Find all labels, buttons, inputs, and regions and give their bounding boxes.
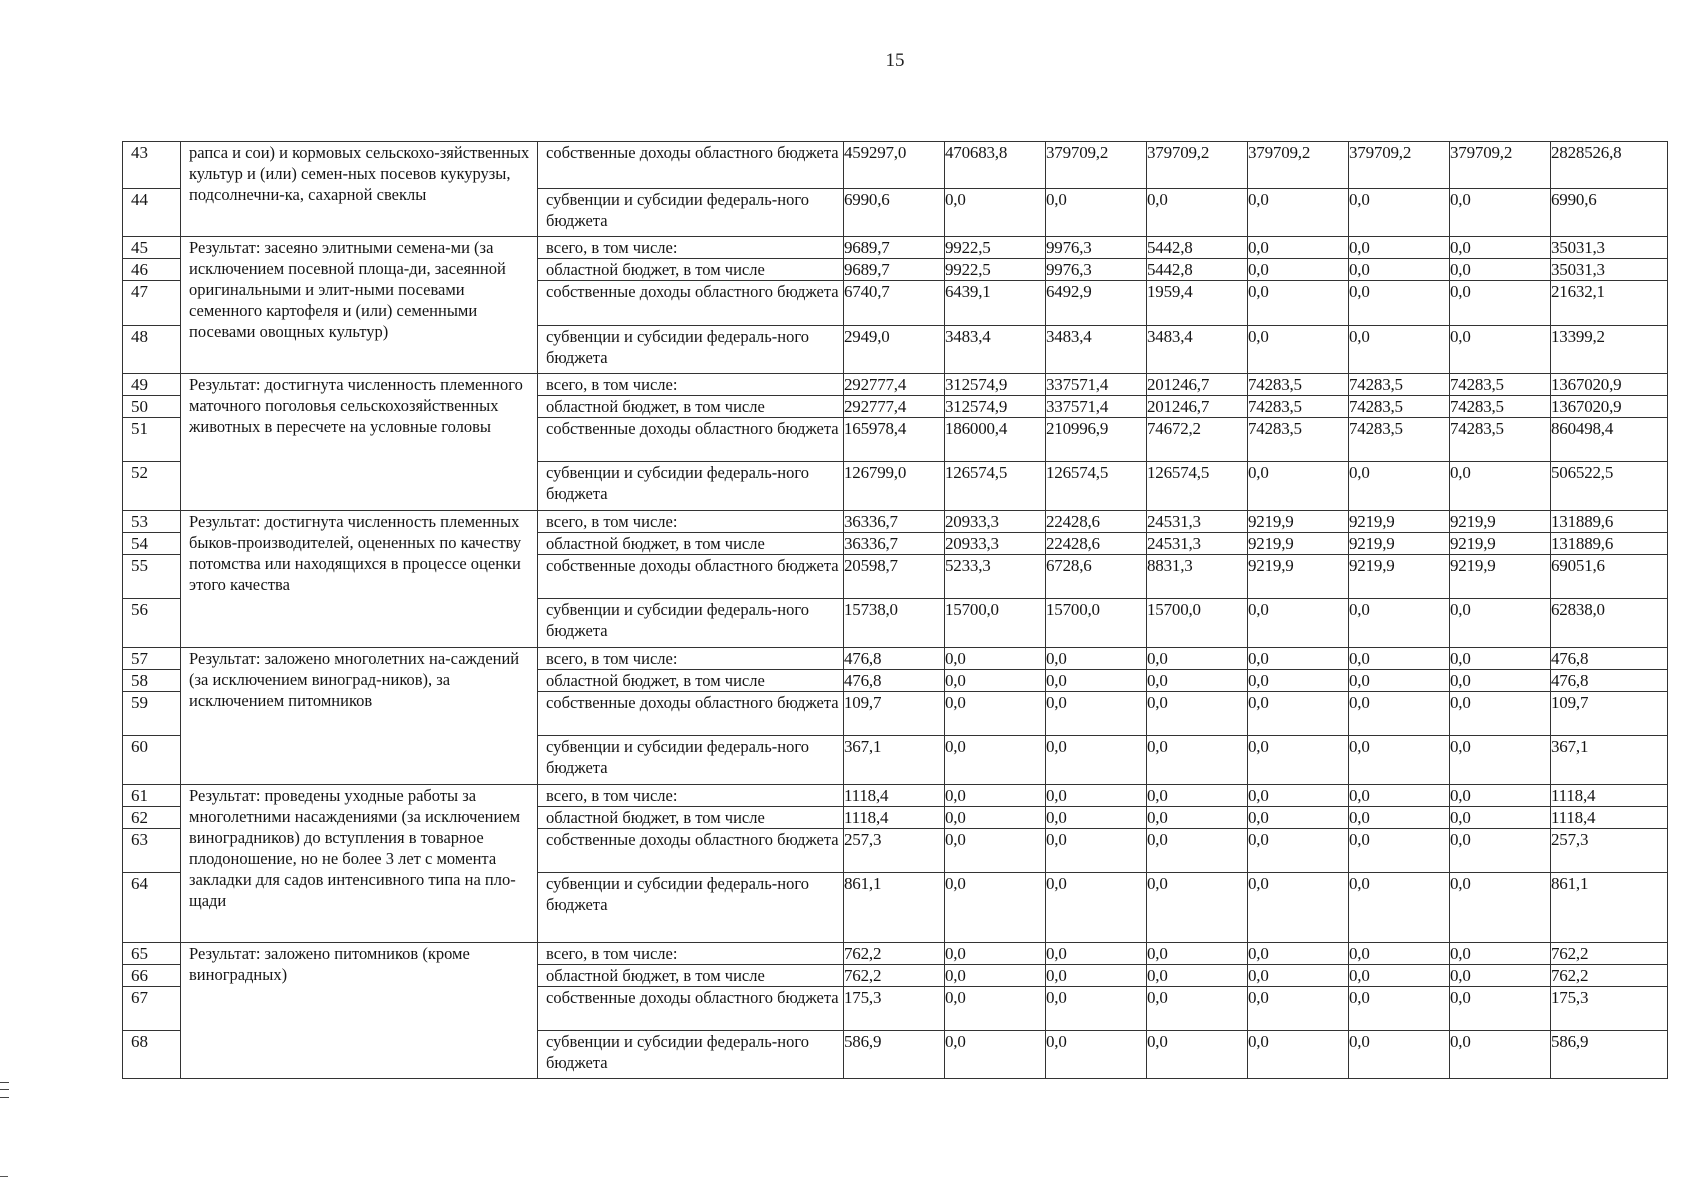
funding-source: собственные доходы областного бюджета (538, 829, 844, 873)
year-value: 3483,4 (1046, 326, 1147, 374)
total-value: 367,1 (1551, 736, 1668, 785)
year-value: 74283,5 (1248, 418, 1349, 462)
year-value: 6990,6 (844, 189, 945, 237)
total-value: 860498,4 (1551, 418, 1668, 462)
funding-source: субвенции и субсидии федераль-ного бюджета (538, 736, 844, 785)
year-value: 0,0 (1147, 692, 1248, 736)
year-value: 312574,9 (945, 374, 1046, 396)
total-value: 1118,4 (1551, 785, 1668, 807)
year-value: 0,0 (1450, 965, 1551, 987)
year-value: 1959,4 (1147, 281, 1248, 326)
year-value: 0,0 (1450, 987, 1551, 1031)
year-value: 0,0 (945, 987, 1046, 1031)
year-value: 24531,3 (1147, 533, 1248, 555)
total-value: 506522,5 (1551, 462, 1668, 511)
year-value: 210996,9 (1046, 418, 1147, 462)
year-value: 0,0 (1450, 326, 1551, 374)
row-number: 46 (123, 259, 181, 281)
row-number: 49 (123, 374, 181, 396)
year-value: 0,0 (1248, 1031, 1349, 1079)
total-value: 476,8 (1551, 670, 1668, 692)
year-value: 0,0 (1349, 943, 1450, 965)
result-description: Результат: проведены уходные работы за многолетними насаждениями (за исключением виноградников) до вступления в товарное плодоношение, но не более 3 лет с момента закладки для садов интенсивного типа на пло-щади (181, 785, 538, 943)
table-row (123, 374, 1668, 396)
year-value: 0,0 (1248, 807, 1349, 829)
year-value: 0,0 (1450, 648, 1551, 670)
row-number: 58 (123, 670, 181, 692)
year-value: 0,0 (1147, 873, 1248, 943)
total-value: 2828526,8 (1551, 142, 1668, 189)
row-number: 55 (123, 555, 181, 599)
year-value: 0,0 (1046, 1031, 1147, 1079)
year-value: 5442,8 (1147, 259, 1248, 281)
funding-source: областной бюджет, в том числе (538, 533, 844, 555)
year-value: 0,0 (945, 1031, 1046, 1079)
total-value: 762,2 (1551, 965, 1668, 987)
year-value: 15700,0 (1147, 599, 1248, 648)
result-description: рапса и сои) и кормовых сельскохо-зяйственных культур и (или) семен-ных посевов кукурузы, подсолнечни-ка, сахарной свеклы (181, 142, 538, 237)
funding-source: областной бюджет, в том числе (538, 807, 844, 829)
year-value: 0,0 (1147, 736, 1248, 785)
year-value: 9922,5 (945, 259, 1046, 281)
year-value: 0,0 (1349, 736, 1450, 785)
year-value: 8831,3 (1147, 555, 1248, 599)
total-value: 476,8 (1551, 648, 1668, 670)
year-value: 9219,9 (1349, 533, 1450, 555)
total-value: 35031,3 (1551, 259, 1668, 281)
year-value: 0,0 (1248, 670, 1349, 692)
year-value: 15700,0 (1046, 599, 1147, 648)
year-value: 5442,8 (1147, 237, 1248, 259)
year-value: 15738,0 (844, 599, 945, 648)
year-value: 0,0 (1349, 1031, 1450, 1079)
funding-source: собственные доходы областного бюджета (538, 281, 844, 326)
year-value: 6740,7 (844, 281, 945, 326)
year-value: 0,0 (1248, 965, 1349, 987)
total-value: 131889,6 (1551, 511, 1668, 533)
year-value: 201246,7 (1147, 396, 1248, 418)
year-value: 0,0 (1147, 785, 1248, 807)
year-value: 312574,9 (945, 396, 1046, 418)
year-value: 0,0 (1248, 599, 1349, 648)
year-value: 0,0 (1450, 736, 1551, 785)
row-number: 65 (123, 943, 181, 965)
year-value: 0,0 (1450, 807, 1551, 829)
year-value: 0,0 (1349, 599, 1450, 648)
year-value: 0,0 (1450, 785, 1551, 807)
year-value: 22428,6 (1046, 533, 1147, 555)
year-value: 126799,0 (844, 462, 945, 511)
year-value: 0,0 (1248, 259, 1349, 281)
year-value: 0,0 (1349, 326, 1450, 374)
total-value: 175,3 (1551, 987, 1668, 1031)
total-value: 762,2 (1551, 943, 1668, 965)
year-value: 0,0 (1349, 189, 1450, 237)
year-value: 74283,5 (1349, 374, 1450, 396)
year-value: 379709,2 (1046, 142, 1147, 189)
year-value: 0,0 (1046, 692, 1147, 736)
year-value: 0,0 (1450, 943, 1551, 965)
year-value: 9219,9 (1248, 533, 1349, 555)
year-value: 0,0 (1450, 189, 1551, 237)
year-value: 36336,7 (844, 533, 945, 555)
year-value: 0,0 (1248, 281, 1349, 326)
table-row (123, 648, 1668, 670)
total-value: 13399,2 (1551, 326, 1668, 374)
year-value: 74283,5 (1349, 396, 1450, 418)
funding-source: областной бюджет, в том числе (538, 259, 844, 281)
year-value: 0,0 (1046, 987, 1147, 1031)
year-value: 337571,4 (1046, 396, 1147, 418)
funding-source: всего, в том числе: (538, 943, 844, 965)
year-value: 0,0 (1046, 670, 1147, 692)
year-value: 1118,4 (844, 807, 945, 829)
year-value: 165978,4 (844, 418, 945, 462)
year-value: 0,0 (1248, 237, 1349, 259)
result-description: Результат: достигнута численность племенного маточного поголовья сельскохозяйственных животных в пересчете на условные головы (181, 374, 538, 511)
year-value: 0,0 (1450, 670, 1551, 692)
margin-mark (0, 1082, 9, 1098)
year-value: 586,9 (844, 1031, 945, 1079)
total-value: 21632,1 (1551, 281, 1668, 326)
year-value: 379709,2 (1450, 142, 1551, 189)
funding-source: субвенции и субсидии федераль-ного бюджета (538, 1031, 844, 1079)
table-row (123, 237, 1668, 259)
year-value: 9976,3 (1046, 259, 1147, 281)
year-value: 126574,5 (945, 462, 1046, 511)
year-value: 109,7 (844, 692, 945, 736)
year-value: 0,0 (1248, 189, 1349, 237)
row-number: 66 (123, 965, 181, 987)
funding-source: субвенции и субсидии федераль-ного бюджета (538, 599, 844, 648)
year-value: 9219,9 (1450, 511, 1551, 533)
year-value: 22428,6 (1046, 511, 1147, 533)
total-value: 1367020,9 (1551, 374, 1668, 396)
year-value: 0,0 (1349, 462, 1450, 511)
row-number: 63 (123, 829, 181, 873)
year-value: 0,0 (945, 829, 1046, 873)
funding-source: субвенции и субсидии федераль-ного бюджета (538, 462, 844, 511)
year-value: 9976,3 (1046, 237, 1147, 259)
total-value: 109,7 (1551, 692, 1668, 736)
year-value: 0,0 (1248, 462, 1349, 511)
year-value: 74672,2 (1147, 418, 1248, 462)
year-value: 6492,9 (1046, 281, 1147, 326)
total-value: 1367020,9 (1551, 396, 1668, 418)
year-value: 0,0 (1349, 237, 1450, 259)
funding-source: субвенции и субсидии федераль-ного бюджета (538, 326, 844, 374)
year-value: 126574,5 (1046, 462, 1147, 511)
budget-table (122, 141, 1668, 1079)
year-value: 0,0 (1450, 599, 1551, 648)
year-value: 24531,3 (1147, 511, 1248, 533)
year-value: 9219,9 (1248, 511, 1349, 533)
funding-source: всего, в том числе: (538, 237, 844, 259)
funding-source: субвенции и субсидии федераль-ного бюджета (538, 189, 844, 237)
total-value: 62838,0 (1551, 599, 1668, 648)
year-value: 0,0 (1450, 692, 1551, 736)
funding-source: областной бюджет, в том числе (538, 965, 844, 987)
funding-source: всего, в том числе: (538, 511, 844, 533)
year-value: 9219,9 (1450, 555, 1551, 599)
year-value: 1118,4 (844, 785, 945, 807)
year-value: 15700,0 (945, 599, 1046, 648)
year-value: 0,0 (945, 692, 1046, 736)
year-value: 0,0 (945, 965, 1046, 987)
year-value: 0,0 (1147, 829, 1248, 873)
total-value: 861,1 (1551, 873, 1668, 943)
table-row (123, 511, 1668, 533)
funding-source: собственные доходы областного бюджета (538, 987, 844, 1031)
year-value: 3483,4 (945, 326, 1046, 374)
year-value: 0,0 (1248, 785, 1349, 807)
year-value: 379709,2 (1349, 142, 1450, 189)
year-value: 0,0 (945, 736, 1046, 785)
year-value: 0,0 (1147, 670, 1248, 692)
year-value: 20598,7 (844, 555, 945, 599)
year-value: 0,0 (945, 785, 1046, 807)
row-number: 64 (123, 873, 181, 943)
row-number: 53 (123, 511, 181, 533)
table-row (123, 785, 1668, 807)
year-value: 186000,4 (945, 418, 1046, 462)
year-value: 9689,7 (844, 259, 945, 281)
year-value: 0,0 (945, 670, 1046, 692)
year-value: 0,0 (945, 807, 1046, 829)
year-value: 0,0 (1450, 462, 1551, 511)
row-number: 62 (123, 807, 181, 829)
row-number: 60 (123, 736, 181, 785)
result-description: Результат: заложено питомников (кроме виноградных) (181, 943, 538, 1079)
year-value: 379709,2 (1248, 142, 1349, 189)
year-value: 0,0 (945, 648, 1046, 670)
year-value: 126574,5 (1147, 462, 1248, 511)
year-value: 470683,8 (945, 142, 1046, 189)
year-value: 0,0 (1046, 829, 1147, 873)
total-value: 69051,6 (1551, 555, 1668, 599)
row-number: 54 (123, 533, 181, 555)
year-value: 0,0 (1147, 648, 1248, 670)
funding-source: субвенции и субсидии федераль-ного бюджета (538, 873, 844, 943)
year-value: 0,0 (1349, 692, 1450, 736)
year-value: 0,0 (1147, 1031, 1248, 1079)
year-value: 0,0 (1248, 692, 1349, 736)
year-value: 762,2 (844, 965, 945, 987)
row-number: 43 (123, 142, 181, 189)
year-value: 0,0 (1046, 785, 1147, 807)
year-value: 20933,3 (945, 511, 1046, 533)
year-value: 74283,5 (1450, 374, 1551, 396)
year-value: 0,0 (1349, 965, 1450, 987)
year-value: 0,0 (1147, 965, 1248, 987)
year-value: 861,1 (844, 873, 945, 943)
year-value: 74283,5 (1248, 396, 1349, 418)
funding-source: собственные доходы областного бюджета (538, 692, 844, 736)
row-number: 67 (123, 987, 181, 1031)
total-value: 586,9 (1551, 1031, 1668, 1079)
year-value: 476,8 (844, 648, 945, 670)
year-value: 0,0 (1046, 965, 1147, 987)
year-value: 9219,9 (1450, 533, 1551, 555)
row-number: 47 (123, 281, 181, 326)
funding-source: всего, в том числе: (538, 785, 844, 807)
year-value: 0,0 (1046, 873, 1147, 943)
table-row (123, 142, 1668, 189)
year-value: 20933,3 (945, 533, 1046, 555)
row-number: 45 (123, 237, 181, 259)
year-value: 0,0 (1349, 807, 1450, 829)
year-value: 762,2 (844, 943, 945, 965)
table-row (123, 943, 1668, 965)
year-value: 0,0 (1349, 281, 1450, 326)
result-description: Результат: заложено многолетних на-саждений (за исключением виноград-ников), за исключением питомников (181, 648, 538, 785)
year-value: 0,0 (945, 189, 1046, 237)
year-value: 5233,3 (945, 555, 1046, 599)
funding-source: собственные доходы областного бюджета (538, 418, 844, 462)
year-value: 6728,6 (1046, 555, 1147, 599)
year-value: 292777,4 (844, 396, 945, 418)
year-value: 0,0 (1248, 736, 1349, 785)
row-number: 59 (123, 692, 181, 736)
year-value: 0,0 (945, 943, 1046, 965)
year-value: 459297,0 (844, 142, 945, 189)
year-value: 0,0 (1450, 281, 1551, 326)
year-value: 175,3 (844, 987, 945, 1031)
row-number: 61 (123, 785, 181, 807)
year-value: 0,0 (945, 873, 1046, 943)
year-value: 0,0 (1349, 873, 1450, 943)
row-number: 44 (123, 189, 181, 237)
year-value: 201246,7 (1147, 374, 1248, 396)
total-value: 1118,4 (1551, 807, 1668, 829)
year-value: 2949,0 (844, 326, 945, 374)
table-body (123, 142, 1668, 1079)
year-value: 0,0 (1248, 943, 1349, 965)
year-value: 0,0 (1147, 943, 1248, 965)
year-value: 74283,5 (1450, 396, 1551, 418)
row-number: 56 (123, 599, 181, 648)
year-value: 0,0 (1349, 987, 1450, 1031)
total-value: 6990,6 (1551, 189, 1668, 237)
year-value: 9689,7 (844, 237, 945, 259)
row-number: 68 (123, 1031, 181, 1079)
total-value: 257,3 (1551, 829, 1668, 873)
funding-source: собственные доходы областного бюджета (538, 142, 844, 189)
year-value: 0,0 (1450, 259, 1551, 281)
year-value: 0,0 (1349, 648, 1450, 670)
total-value: 35031,3 (1551, 237, 1668, 259)
page-number: 15 (885, 50, 905, 71)
funding-source: областной бюджет, в том числе (538, 670, 844, 692)
funding-source: всего, в том числе: (538, 648, 844, 670)
year-value: 0,0 (1349, 829, 1450, 873)
year-value: 0,0 (1248, 648, 1349, 670)
total-value: 131889,6 (1551, 533, 1668, 555)
year-value: 0,0 (1248, 987, 1349, 1031)
year-value: 9922,5 (945, 237, 1046, 259)
result-description: Результат: достигнута численность племенных быков-производителей, оцененных по качеству потомства или находящихся в процессе оценки этого качества (181, 511, 538, 648)
year-value: 0,0 (1450, 829, 1551, 873)
year-value: 0,0 (1248, 829, 1349, 873)
year-value: 74283,5 (1349, 418, 1450, 462)
year-value: 0,0 (1147, 189, 1248, 237)
year-value: 0,0 (1046, 736, 1147, 785)
year-value: 36336,7 (844, 511, 945, 533)
year-value: 0,0 (1046, 807, 1147, 829)
year-value: 0,0 (1349, 259, 1450, 281)
year-value: 476,8 (844, 670, 945, 692)
year-value: 379709,2 (1147, 142, 1248, 189)
row-number: 48 (123, 326, 181, 374)
year-value: 0,0 (1046, 189, 1147, 237)
funding-source: всего, в том числе: (538, 374, 844, 396)
year-value: 9219,9 (1349, 511, 1450, 533)
margin-dash (0, 1176, 8, 1177)
year-value: 337571,4 (1046, 374, 1147, 396)
funding-source: собственные доходы областного бюджета (538, 555, 844, 599)
year-value: 0,0 (1450, 873, 1551, 943)
year-value: 292777,4 (844, 374, 945, 396)
year-value: 0,0 (1046, 943, 1147, 965)
year-value: 9219,9 (1248, 555, 1349, 599)
year-value: 74283,5 (1248, 374, 1349, 396)
year-value: 0,0 (1450, 1031, 1551, 1079)
result-description: Результат: засеяно элитными семена-ми (за исключением посевной площа-ди, засеянной оригинальными и элит-ными посевами семенного картофеля и (или) семенными посевами овощных культур) (181, 237, 538, 374)
year-value: 0,0 (1248, 326, 1349, 374)
year-value: 0,0 (1147, 807, 1248, 829)
year-value: 0,0 (1248, 873, 1349, 943)
year-value: 367,1 (844, 736, 945, 785)
year-value: 6439,1 (945, 281, 1046, 326)
year-value: 0,0 (1046, 648, 1147, 670)
year-value: 0,0 (1450, 237, 1551, 259)
row-number: 52 (123, 462, 181, 511)
row-number: 50 (123, 396, 181, 418)
year-value: 0,0 (1349, 670, 1450, 692)
year-value: 3483,4 (1147, 326, 1248, 374)
row-number: 51 (123, 418, 181, 462)
year-value: 0,0 (1349, 785, 1450, 807)
year-value: 9219,9 (1349, 555, 1450, 599)
funding-source: областной бюджет, в том числе (538, 396, 844, 418)
year-value: 257,3 (844, 829, 945, 873)
row-number: 57 (123, 648, 181, 670)
year-value: 0,0 (1147, 987, 1248, 1031)
year-value: 74283,5 (1450, 418, 1551, 462)
